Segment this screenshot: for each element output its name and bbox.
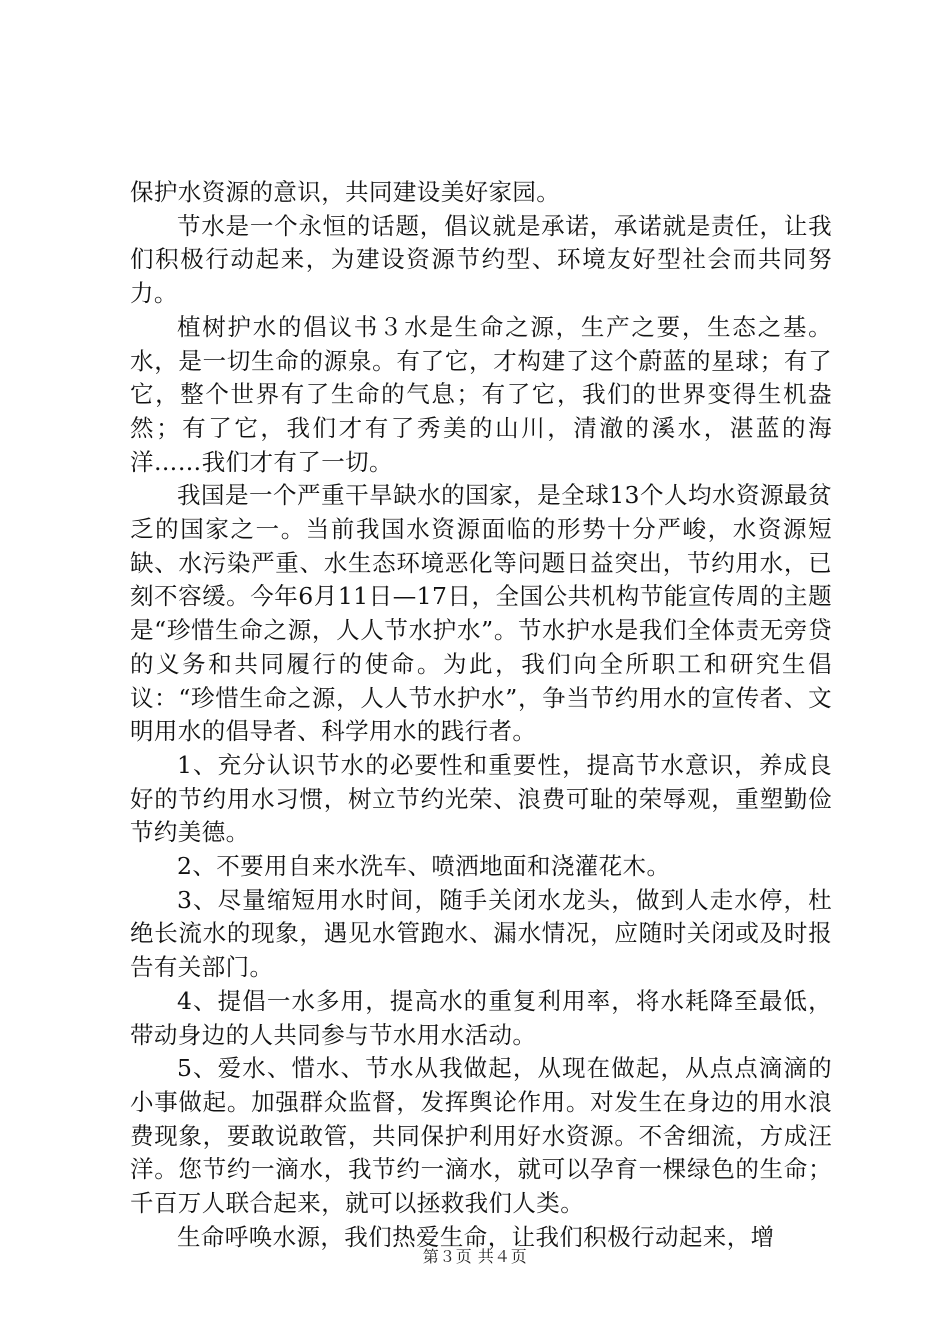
paragraph-continuation: 保护水资源的意识，共同建设美好家园。 (130, 178, 561, 206)
list-item-5: 5、爱水、惜水、节水从我做起，从现在做起，从点点滴滴的小事做起。加强群众监督，发挥舆论作用。对发生在身边的用水浪费现象，要敢说敢管，共同保护利用好水资源。不舍细流，方成汪洋。您节约一滴水，我节约一滴水，就可以孕育一棵绿色的生命；千百万人联合起来，就可以拯救我们人类。 (130, 1054, 832, 1218)
list-item-2: 2、不要用自来水洗车、喷洒地面和浇灌花木。 (177, 852, 671, 881)
document-body (130, 176, 832, 1255)
page-number-footer: 第３页 共４页 (422, 1247, 528, 1266)
list-item-4: 4、提倡一水多用，提高水的重复利用率，将水耗降至最低，带动身边的人共同参与节水用水活动。 (130, 986, 832, 1049)
list-item-1: 1、充分认识节水的必要性和重要性，提高节水意识，养成良好的节约用水习惯，树立节约光荣、浪费可耻的荣辱观，重塑勤俭节约美德。 (130, 750, 832, 847)
list-item-3: 3、尽量缩短用水时间，随手关闭水龙头，做到人走水停，杜绝长流水的现象，遇见水管跑水、漏水情况，应随时关闭或及时报告有关部门。 (130, 885, 832, 982)
paragraph-closing: 生命呼唤水源，我们热爱生命，让我们积极行动起来，增 (177, 1222, 775, 1251)
paragraph-water-shortage: 我国是一个严重干旱缺水的国家，是全球13个人均水资源最贫乏的国家之一。当前我国水资源面临的形势十分严峻，水资源短缺、水污染严重、水生态环境恶化等问题日益突出，节约用水，已刻不容缓。今年6月11日—17日，全国公共机构节能宣传周的主题是“珍惜生命之源，人人节水护水”。节水护水是我们全体责无旁贷的义务和共同履行的使命。为此，我们向全所职工和研究生倡议：“珍惜生命之源，人人节水护水”，争当节约用水的宣传者、文明用水的倡导者、科学用水的践行者。 (130, 481, 832, 746)
paragraph-water-is-life: 植树护水的倡议书３水是生命之源，生产之要，生态之基。水，是一切生命的源泉。有了它，才构建了这个蔚蓝的星球；有了它，整个世界有了生命的气息；有了它，我们的世界变得生机盎然；有了它，我们才有了秀美的山川，清澈的溪水，湛蓝的海洋……我们才有了一切。 (130, 312, 832, 476)
paragraph-water-saving-promise: 节水是一个永恒的话题，倡议就是承诺，承诺就是责任，让我们积极行动起来，为建设资源节约型、环境友好型社会而共同努力。 (130, 211, 832, 308)
